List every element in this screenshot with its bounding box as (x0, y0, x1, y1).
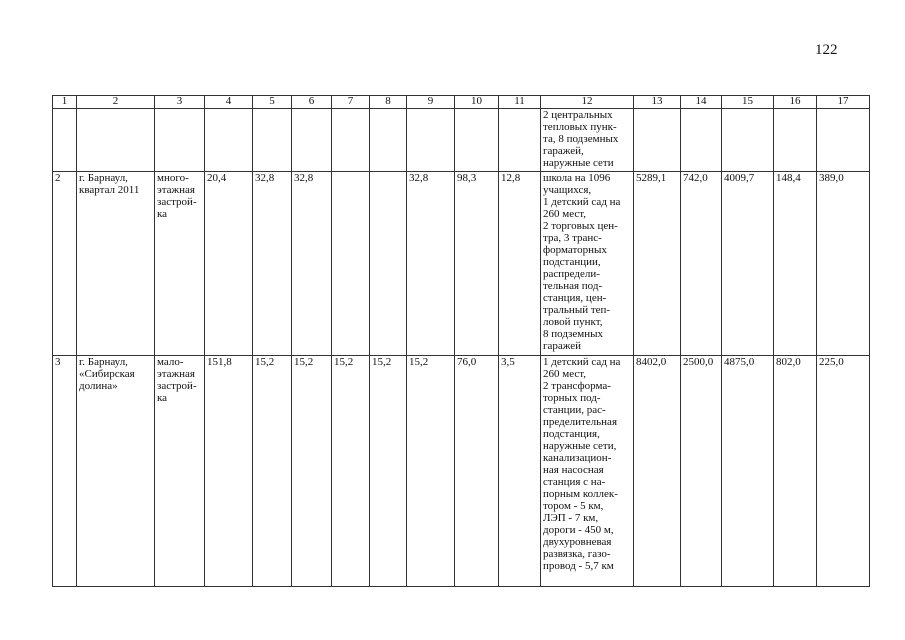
table-cell: 2500,0 (681, 356, 722, 587)
table-cell: 32,8 (292, 172, 332, 356)
table-cell (407, 109, 455, 172)
table-cell (292, 109, 332, 172)
table-cell: 4875,0 (722, 356, 774, 587)
column-number: 7 (332, 96, 370, 109)
column-number: 6 (292, 96, 332, 109)
column-number: 5 (253, 96, 292, 109)
table-cell: 148,4 (774, 172, 817, 356)
column-number: 12 (541, 96, 634, 109)
table-cell: школа на 1096 учащихся, 1 детский сад на 260 мест, 2 торговых цен- тра, 3 транс- форматорных подстанции, распредели- тельная под- станция, цен- тральный теп- ловой пункт, 8 подземных гаражей (541, 172, 634, 356)
column-number: 11 (499, 96, 541, 109)
table-cell (155, 109, 205, 172)
table-cell: 15,2 (370, 356, 407, 587)
column-number: 17 (817, 96, 870, 109)
table-cell: 2 центральных тепловых пунк- та, 8 подземных гаражей, наружные сети (541, 109, 634, 172)
table-cell: 151,8 (205, 356, 253, 587)
column-number: 4 (205, 96, 253, 109)
table-cell: 4009,7 (722, 172, 774, 356)
table-row (53, 356, 870, 587)
table-cell: 3,5 (499, 356, 541, 587)
table-cell (332, 172, 370, 356)
table-cell (722, 109, 774, 172)
table-cell: 389,0 (817, 172, 870, 356)
table-cell (77, 109, 155, 172)
table-cell: 1 детский сад на 260 мест, 2 трансформа- торных под- станции, рас- пределительная подстанция, наружные сети, канализацион- ная насосная станция с на- порным коллек- тором - 5 км, ЛЭП - 7 км, дороги - 450 м, двухуровневая развязка, газо- провод - 5,7 км (541, 356, 634, 587)
table-cell: 802,0 (774, 356, 817, 587)
table-cell: 32,8 (253, 172, 292, 356)
table-cell (370, 109, 407, 172)
column-number: 16 (774, 96, 817, 109)
page-number: 122 (815, 42, 838, 58)
column-number: 10 (455, 96, 499, 109)
column-number: 13 (634, 96, 681, 109)
table-cell (681, 109, 722, 172)
table-cell (817, 109, 870, 172)
table-cell: г. Барнаул, «Сибирская долина» (77, 356, 155, 587)
table-cell: 15,2 (407, 356, 455, 587)
table-cell: 742,0 (681, 172, 722, 356)
column-number: 1 (53, 96, 77, 109)
column-number: 15 (722, 96, 774, 109)
table-row (53, 109, 870, 172)
table-header-row (53, 96, 870, 109)
table-cell: 32,8 (407, 172, 455, 356)
table-cell (634, 109, 681, 172)
table-cell (53, 109, 77, 172)
column-number: 14 (681, 96, 722, 109)
table-cell: 2 (53, 172, 77, 356)
table-cell (499, 109, 541, 172)
table-cell (332, 109, 370, 172)
table-cell (455, 109, 499, 172)
table-row (53, 172, 870, 356)
table-cell: много- этажная застрой- ка (155, 172, 205, 356)
table-cell (774, 109, 817, 172)
table-cell: 15,2 (332, 356, 370, 587)
table-cell: г. Барнаул, квартал 2011 (77, 172, 155, 356)
table-cell: 20,4 (205, 172, 253, 356)
table-cell: 76,0 (455, 356, 499, 587)
table-cell: 98,3 (455, 172, 499, 356)
table-cell: 225,0 (817, 356, 870, 587)
column-number: 8 (370, 96, 407, 109)
table-cell (253, 109, 292, 172)
column-number: 9 (407, 96, 455, 109)
table-cell: 8402,0 (634, 356, 681, 587)
column-number: 2 (77, 96, 155, 109)
table-cell: мало- этажная застрой- ка (155, 356, 205, 587)
table-cell: 15,2 (253, 356, 292, 587)
column-number: 3 (155, 96, 205, 109)
table-cell: 3 (53, 356, 77, 587)
table-cell (370, 172, 407, 356)
data-table (52, 95, 870, 587)
table-cell: 12,8 (499, 172, 541, 356)
table-cell: 15,2 (292, 356, 332, 587)
table-cell (205, 109, 253, 172)
table-cell: 5289,1 (634, 172, 681, 356)
